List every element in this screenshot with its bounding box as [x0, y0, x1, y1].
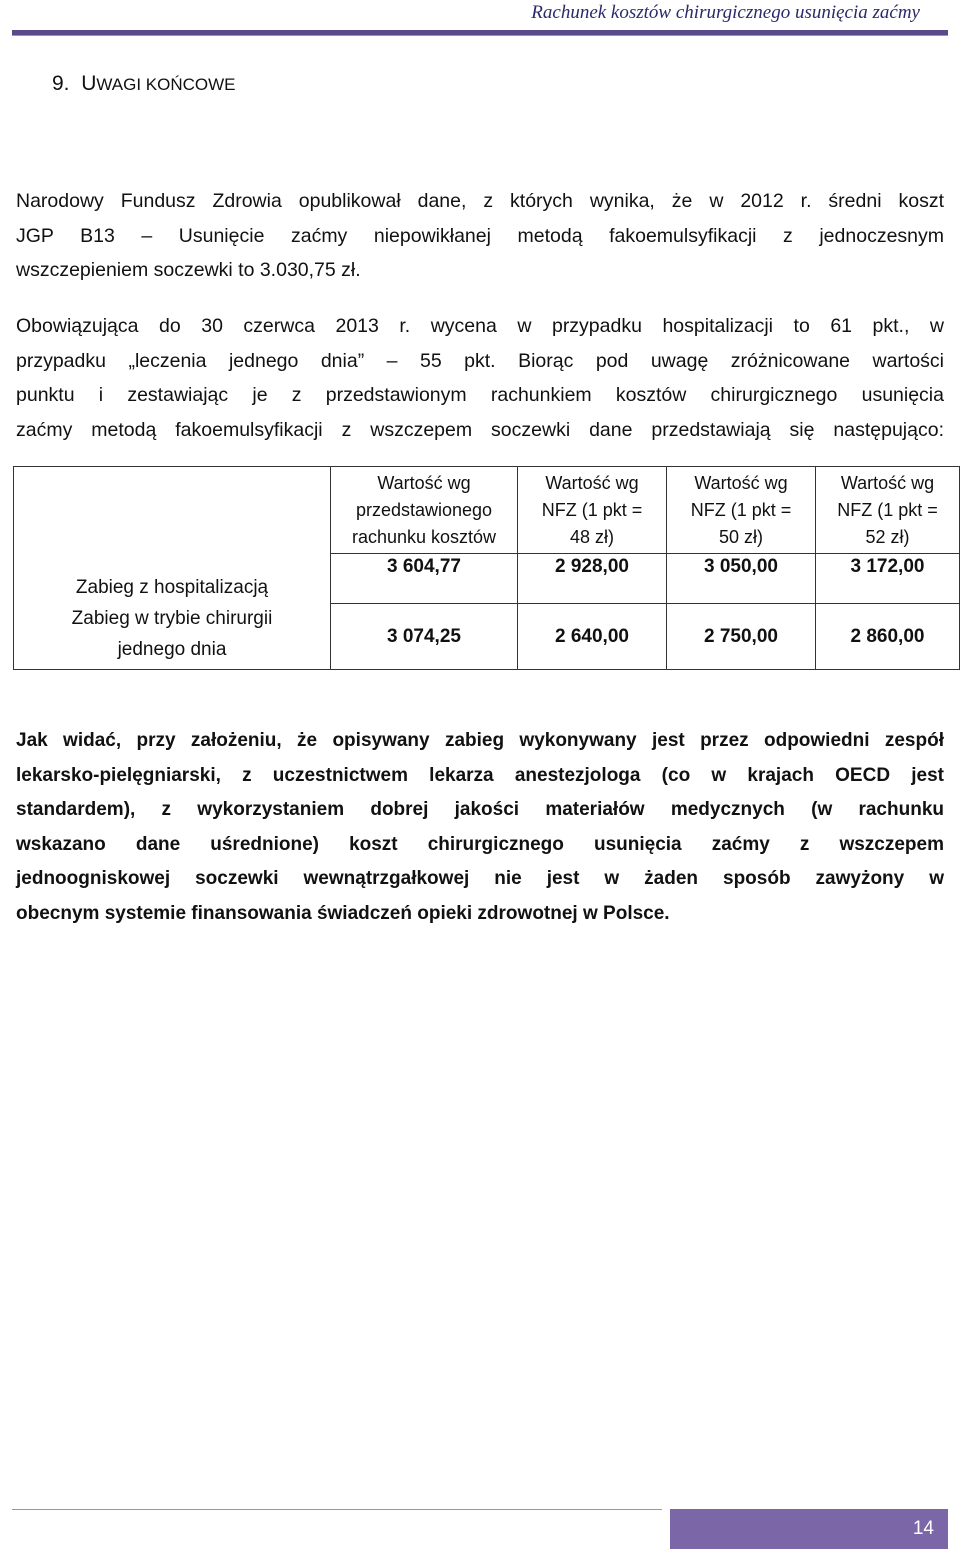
row-label-hospitalization: Zabieg z hospitalizacją	[75, 577, 269, 598]
text-line: zaćmy metodą fakoemulsyfikacji z wszczepem soczewki dane przedstawiają się następująco:	[16, 418, 944, 441]
running-header: Rachunek kosztów chirurgicznego usunięcia zaćmy	[531, 2, 920, 23]
text-line: punktu i zestawiając je z przedstawionym rachunkiem kosztów chirurgicznego usunięcia	[16, 384, 944, 406]
table-cell: 3 604,77	[331, 554, 518, 604]
header-line: NFZ (1 pkt =	[837, 499, 938, 520]
header-line: Wartość wg	[840, 472, 935, 493]
text-line: Obowiązująca do 30 czerwca 2013 r. wycena w przypadku hospitalizacji to 61 pkt., w	[16, 315, 944, 337]
text-line: obecnym systemie finansowania świadczeń opieki zdrowotnej w Polsce.	[16, 902, 670, 924]
paragraph-nfz-data	[16, 184, 944, 288]
header-line: przedstawionego	[355, 499, 493, 520]
table-cell: 3 050,00	[667, 554, 816, 604]
text-line: standardem), z wykorzystaniem dobrej jakości materiałów medycznych (w rachunku	[16, 799, 944, 820]
column-header	[331, 467, 518, 554]
table-cell: 2 750,00	[667, 604, 816, 670]
header-line: Wartość wg	[377, 472, 471, 493]
header-line: NFZ (1 pkt =	[690, 499, 792, 520]
column-header	[518, 467, 667, 554]
header-rule	[12, 30, 948, 36]
conclusion-paragraph	[16, 724, 944, 931]
header-line: Wartość wg	[545, 472, 639, 493]
paragraph-valuation	[16, 309, 944, 447]
row-label-one-day-line2: jednego dnia	[117, 639, 227, 660]
section-title-initial: U	[81, 72, 97, 95]
section-number: 9.	[52, 72, 70, 95]
header-line: NFZ (1 pkt =	[541, 499, 643, 520]
page-number: 14	[670, 1509, 948, 1549]
table-cell: 2 640,00	[518, 604, 667, 670]
table-cell: 3 172,00	[816, 554, 960, 604]
text-line: Jak widać, przy założeniu, że opisywany zabieg wykonywany jest przez odpowiedni zespół	[16, 730, 944, 751]
table-cell: 2 860,00	[816, 604, 960, 670]
header-line: rachunku kosztów	[351, 526, 497, 547]
column-header	[667, 467, 816, 554]
section-heading	[52, 72, 236, 96]
text-line: Narodowy Fundusz Zdrowia opublikował dane, z których wynika, że w 2012 r. średni koszt	[16, 190, 944, 212]
table-cell: 3 074,25	[331, 604, 518, 670]
header-line: 50 zł)	[718, 526, 763, 547]
header-line: 52 zł)	[865, 526, 910, 547]
row-labels-cell	[14, 467, 331, 670]
text-line: przypadku „leczenia jednego dnia” – 55 pkt. Biorąc pod uwagę zróżnicowane wartości	[16, 349, 944, 372]
text-line: JGP B13 – Usunięcie zaćmy niepowikłanej metodą fakoemulsyfikacji z jednoczesnym	[16, 224, 944, 247]
cost-comparison-table	[13, 466, 960, 670]
footer-rule	[12, 1509, 662, 1510]
text-line: lekarsko-pielęgniarski, z uczestnictwem lekarza anestezjologa (co w krajach OECD jest	[16, 764, 944, 786]
header-line: Wartość wg	[694, 472, 788, 493]
header-line: 48 zł)	[569, 526, 614, 547]
column-header	[816, 467, 960, 554]
row-label-one-day-line1: Zabieg w trybie chirurgii	[71, 608, 273, 629]
table-cell: 2 928,00	[518, 554, 667, 604]
text-line: jednoogniskowej soczewki wewnątrzgałkowej nie jest w żaden sposób zawyżony w	[16, 868, 944, 889]
text-line: wskazano dane uśrednione) koszt chirurgicznego usunięcia zaćmy z wszczepem	[16, 833, 944, 855]
section-title-rest: WAGI KOŃCOWE	[96, 75, 236, 94]
text-line: wszczepieniem soczewki to 3.030,75 zł.	[16, 259, 361, 281]
